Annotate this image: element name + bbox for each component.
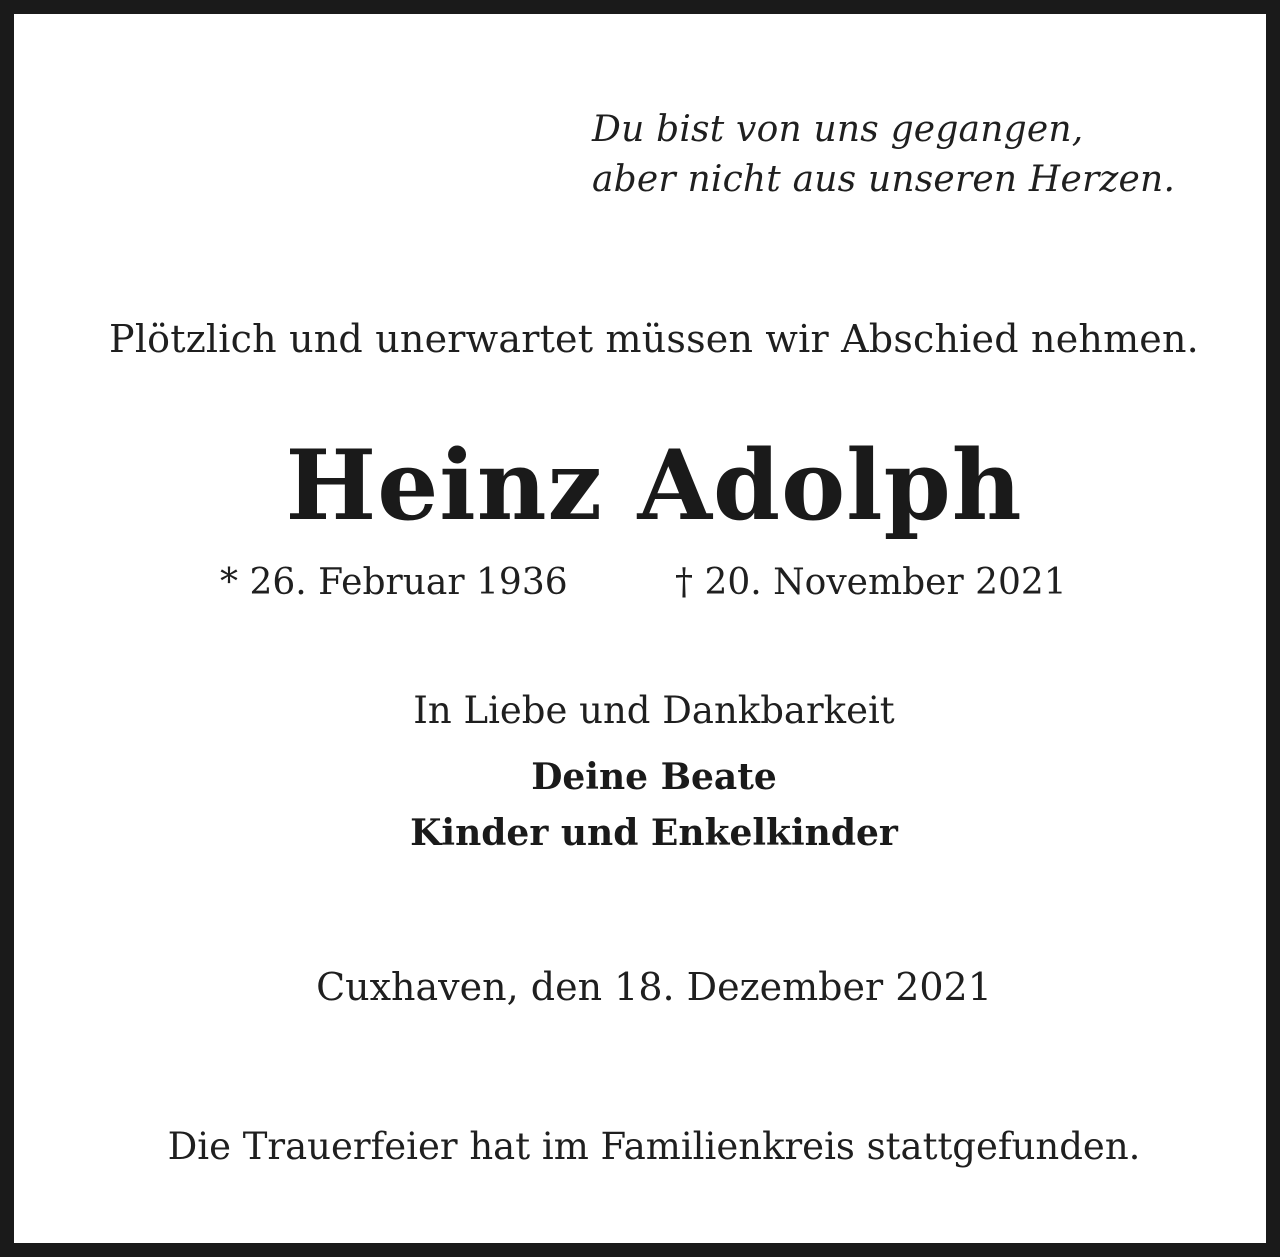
place-date: Cuxhaven, den 18. Dezember 2021 — [316, 965, 992, 1009]
deceased-name: Heinz Adolph — [285, 429, 1023, 542]
mourner-name: Deine Beate — [531, 756, 777, 798]
birth-date: * 26. Februar 1936 — [220, 562, 568, 603]
funeral-note: Die Trauerfeier hat im Familienkreis stattgefunden. — [167, 1125, 1141, 1168]
closing-text: In Liebe und Dankbarkeit — [413, 689, 895, 732]
intro-text: Plötzlich und unerwartet müssen wir Abschied nehmen. — [109, 317, 1199, 361]
mourner-name: Kinder und Enkelkinder — [410, 812, 898, 854]
quote-line-1: Du bist von uns gegangen, — [592, 109, 1084, 150]
death-date: † 20. November 2021 — [675, 562, 1067, 603]
quote-line-2: aber nicht aus unseren Herzen. — [592, 159, 1176, 200]
